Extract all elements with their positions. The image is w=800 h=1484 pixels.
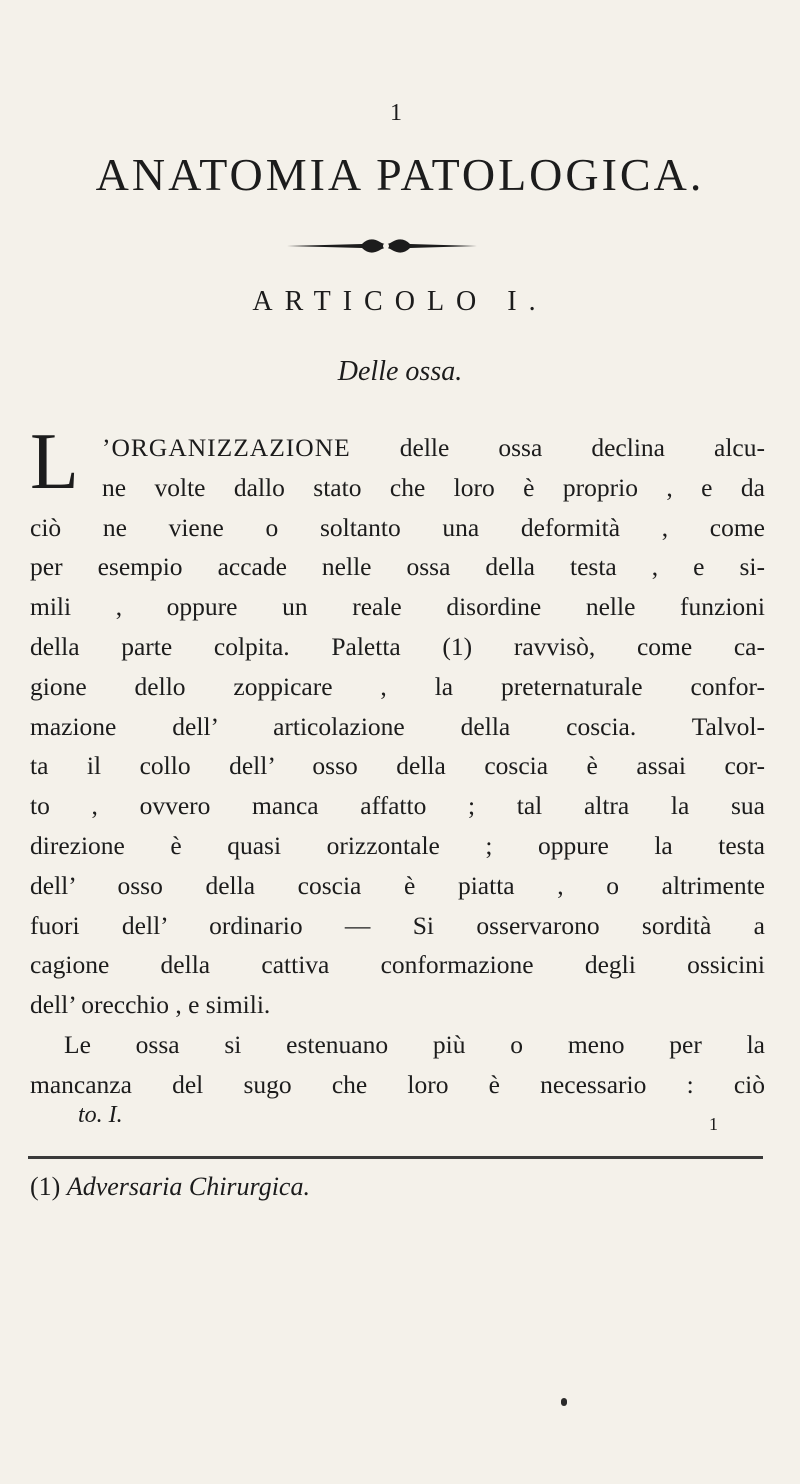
footnote bbox=[30, 1172, 310, 1202]
text-line: fuori dell’ ordinario — Si osservarono sordità a bbox=[30, 910, 765, 940]
page-title: ANATOMIA PATOLOGICA. bbox=[95, 149, 705, 200]
footnote-rule bbox=[28, 1156, 763, 1159]
opening-word: ’ORGANIZZAZIONE bbox=[102, 433, 351, 462]
catchword-row bbox=[78, 1102, 718, 1134]
text-line: direzione è quasi orizzontale ; oppure la testa bbox=[30, 830, 765, 860]
text-line: mili , oppure un reale disordine nelle funzioni bbox=[30, 592, 765, 622]
text-line: Le ossa si estenuano più o meno per la bbox=[64, 1029, 765, 1059]
text-line: dell’ osso della coscia è piatta , o altrimente bbox=[30, 870, 765, 900]
text-line: to , ovvero manca affatto ; tal altra la sua bbox=[30, 791, 765, 821]
text-line: ta il collo dell’ osso della coscia è assai cor- bbox=[30, 751, 765, 781]
footnote-text: Adversaria Chirurgica. bbox=[66, 1172, 310, 1201]
page-number: 1 bbox=[390, 100, 402, 126]
text-line: mancanza del sugo che loro è necessario : ciò bbox=[30, 1069, 765, 1099]
text-line: ’ORGANIZZAZIONE delle ossa declina alcu- bbox=[102, 433, 765, 462]
article-heading: ARTICOLO I. bbox=[252, 286, 548, 317]
text-line: per esempio accade nelle ossa della testa , e si- bbox=[30, 552, 765, 582]
body-text bbox=[30, 428, 765, 1105]
section-subtitle: Delle ossa. bbox=[337, 356, 463, 387]
ink-spot-icon bbox=[561, 1398, 567, 1406]
text-line: gione dello zoppicare , la preternaturale confor- bbox=[30, 671, 765, 701]
footnote-ref: (1) bbox=[30, 1172, 61, 1201]
text-line: della parte colpita. Paletta (1) ravvisò, come ca- bbox=[30, 631, 765, 661]
drop-cap: L bbox=[30, 418, 79, 506]
ornament-icon bbox=[282, 232, 482, 260]
signature-mark: 1 bbox=[709, 1114, 718, 1134]
text-line: ne volte dallo stato che loro è proprio , e da bbox=[102, 472, 765, 502]
catchword: to. I. bbox=[78, 1102, 123, 1128]
text-line: mazione dell’ articolazione della coscia. Talvol- bbox=[30, 711, 765, 741]
text-line: dell’ orecchio , e simili. bbox=[30, 990, 271, 1020]
text-line: ciò ne viene o soltanto una deformità , come bbox=[30, 512, 765, 542]
text-line: cagione della cattiva conformazione degli ossicini bbox=[30, 950, 765, 980]
